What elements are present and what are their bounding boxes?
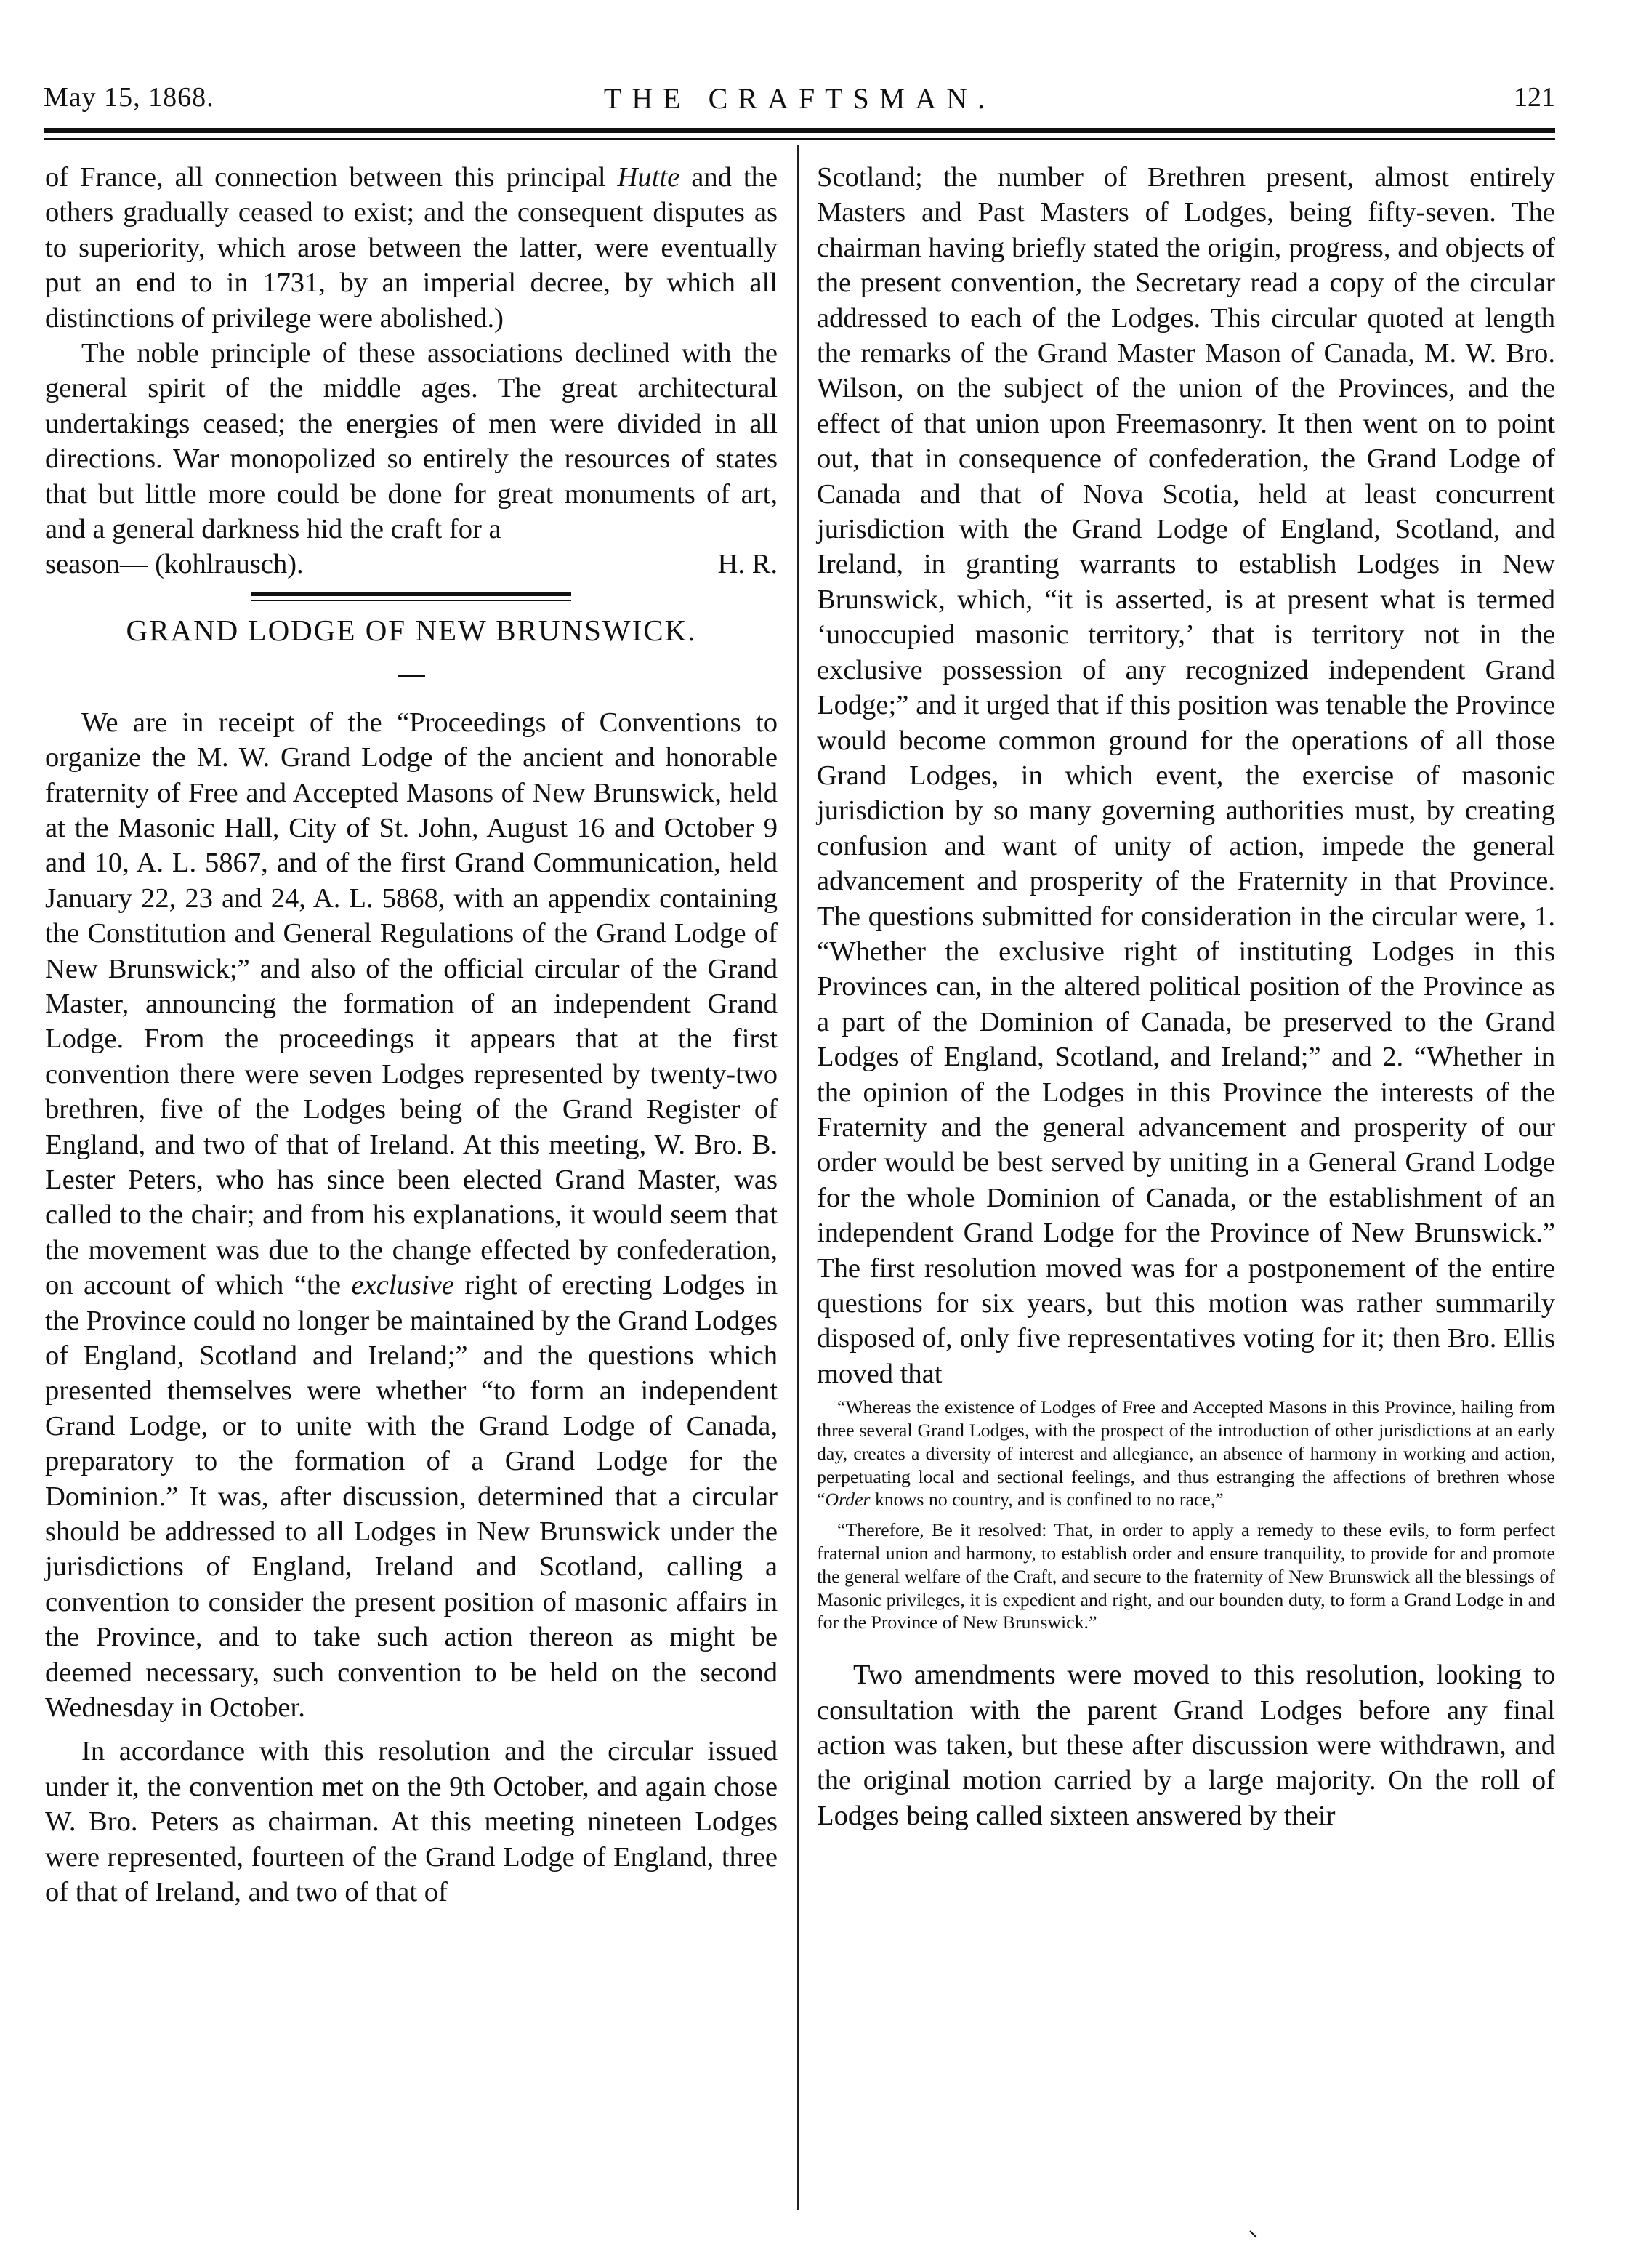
quote-whereas-text-a: “Whereas the existence of Lodges of Free and Accepted Masons in this Province, hailing from three several Grand Lodges, with the prospect of the introduction of other jurisdictions at an early day, creates a diversity of interest and allegiance, an absence of harmony in working and action, perpetuating local and sectional feelings, and thus estranging the affections of brethren whose “ xyxy=(817,1396,1555,1511)
quote-whereas xyxy=(817,1396,1555,1511)
section-separator xyxy=(251,592,571,601)
resolution-quote xyxy=(817,1396,1555,1634)
paragraph-2-text: The noble principle of these associations declined with the general spirit of the middle ages. The great architectural undertakings ceased; the energies of men were divided in all directions. War monopolized so entirely the resources of states that but little more could be done for great monuments of art, and a general darkness hid the craft for a xyxy=(45,338,778,545)
left-paragraph-4: In accordance with this resolution and the circular issued under it, the convention met on the 9th October, and again chose W. Bro. Peters as chairman. At this meeting nineteen Lodges were represented, fourteen of the Grand Lodge of England, three of that of Ireland, and two of that of xyxy=(45,1736,778,1908)
left-paragraph-2 xyxy=(45,336,778,547)
left-column xyxy=(45,160,778,1910)
right-paragraph-1: Scotland; the number of Brethren present, almost entirely Masters and Past Masters of Lodges, being fifty-seven. The chairman having briefly stated the origin, progress, and objects of the present convention, the Secretary read a copy of the circular addressed to each of the Lodges. This circular quoted at length the remarks of the Grand Master Mason of Canada, M. W. Bro. Wilson, on the subject of the union of the Provinces, and the effect of that union upon Freemasonry. It then went on to point out, that in consequence of confederation, the Grand Lodge of Canada and that of Nova Scotia, held at least concurrent jurisdiction with the Grand Lodge of England, Scotland, and Ireland, in granting warrants to establish Lodges in New Brunswick, which, “it is asserted, is at present what is termed ‘unoccupied masonic territory,’ that is territory not in the exclusive possession of any recognized independent Grand Lodge;” and it urged that if this position was tenable the Province would become common ground for the operations of all those Grand Lodges, in which event, the exercise of masonic jurisdiction by so many governing authorities must, by creating confusion and want of unity of action, impede the general advancement and prosperity of the Fraternity in that Province. The questions submitted for consideration in the circular were, 1. “Whether the exclusive right of instituting Lodges in this Provinces can, in the altered political position of the Province as a part of the Dominion of Canada, be preserved to the Grand Lodges of England, Scotland, and Ireland;” and 2. “Whether in the opinion of the Lodges in this Province the interests of the Fraternity and the general advancement and prosperity of our order would be best served by uniting in a General Grand Lodge for the whole Dominion of Canada, or the establishment of an independent Grand Lodge for the Province of New Brunswick.” The first resolution moved was for a postponement of the entire questions for six years, but this motion was rather summarily disposed of, only five representatives voting for it; then Bro. Ellis moved that xyxy=(817,162,1555,1389)
header-page-number: 121 xyxy=(1514,82,1555,113)
stray-mark xyxy=(1249,2230,1258,2239)
header-date: May 15, 1868. xyxy=(44,82,214,113)
header-rule-thick xyxy=(44,128,1555,133)
opening-italic: Hutte xyxy=(617,162,680,193)
quote-therefore: “Therefore, Be it resolved: That, in order to apply a remedy to these evils, to form perfect fraternal union and harmony, to establish order and ensure tranquility, to provide for and promote the general welfare of the Craft, and secure to the fraternity of New Brunswick all the blessings of Masonic privileges, it is expedient and right, and our bounden duty, to form a Grand Lodge in and for the Province of New Brunswick.” xyxy=(817,1519,1555,1633)
signature-line xyxy=(45,547,778,582)
paragraph-3-text-b: right of erecting Lodges in the Province could no longer be maintained by the Grand Lodges of England, Scotland and Ireland;” and the questions which presented themselves were whether “to form an independent Grand Lodge, or to unite with the Grand Lodge of Canada, preparatory to the formation of a Grand Lodge for the Dominion.” It was, after discussion, determined that a circular should be addressed to all Lodges in New Brunswick under the jurisdictions of England, Ireland and Scotland, calling a convention to consider the present position of masonic affairs in the Province, and to take such action thereon as might be deemed necessary, such convention to be held on the second Wednesday in October. xyxy=(45,1270,778,1724)
page-header xyxy=(44,81,1555,125)
quote-whereas-text-b: knows no country, and is confined to no race,” xyxy=(870,1489,1224,1511)
left-paragraph-3 xyxy=(45,705,778,1726)
citation: season— (kohlrausch). xyxy=(45,549,304,580)
opening-text-a: of France, all connection between this principal xyxy=(45,162,618,193)
paragraph-3-text-a: We are in receipt of the “Proceedings of Conventions to organize the M. W. Grand Lodge of the ancient and honorable fraternity of Free and Accepted Masons of New Brunswick, held at the Masonic Hall, City of St. John, August 16 and October 9 and 10, A. L. 5867, and of the first Grand Communication, held January 22, 23 and 24, A. L. 5868, with an appendix containing the Constitution and General Regulations of the Grand Lodge of New Brunswick;” and also of the official circular of the Grand Master, announcing the formation of an independent Grand Lodge. From the proceedings it appears that at the first convention there were seven Lodges represented by twenty-two brethren, five of the Lodges being of the Grand Register of England, and two of that of Ireland. At this meeting, W. Bro. B. Lester Peters, who has since been elected Grand Master, was called to the chair; and from his explanations, it would seem that the movement was due to the change effected by confederation, on account of which “the xyxy=(45,707,778,1301)
section-heading: GRAND LODGE OF NEW BRUNSWICK. xyxy=(126,613,697,647)
right-paragraph-2: Two amendments were moved to this resolution, looking to consultation with the parent Grand Lodges before any final action was taken, but these after discussion were withdrawn, and the original motion carried by a large majority. On the roll of Lodges being called sixteen answered by their xyxy=(817,1660,1555,1831)
header-rule-thin xyxy=(44,138,1555,140)
right-column xyxy=(817,160,1555,1833)
opening-text-b: and the others gradually ceased to exist; and the consequent disputes as to superiority, which arose between the latter, were eventually put an end to in 1731, by an imperial decree, by which all distinctions of privilege were abolished.) xyxy=(45,162,778,334)
column-divider xyxy=(797,145,799,2210)
heading-dash xyxy=(45,656,778,691)
paragraph-3-italic: exclusive xyxy=(351,1270,454,1301)
header-title: THE CRAFTSMAN. xyxy=(603,82,996,115)
quote-whereas-italic: Order xyxy=(825,1489,871,1511)
left-opening-paragraph xyxy=(45,160,778,336)
author-initials: H. R. xyxy=(717,549,778,580)
